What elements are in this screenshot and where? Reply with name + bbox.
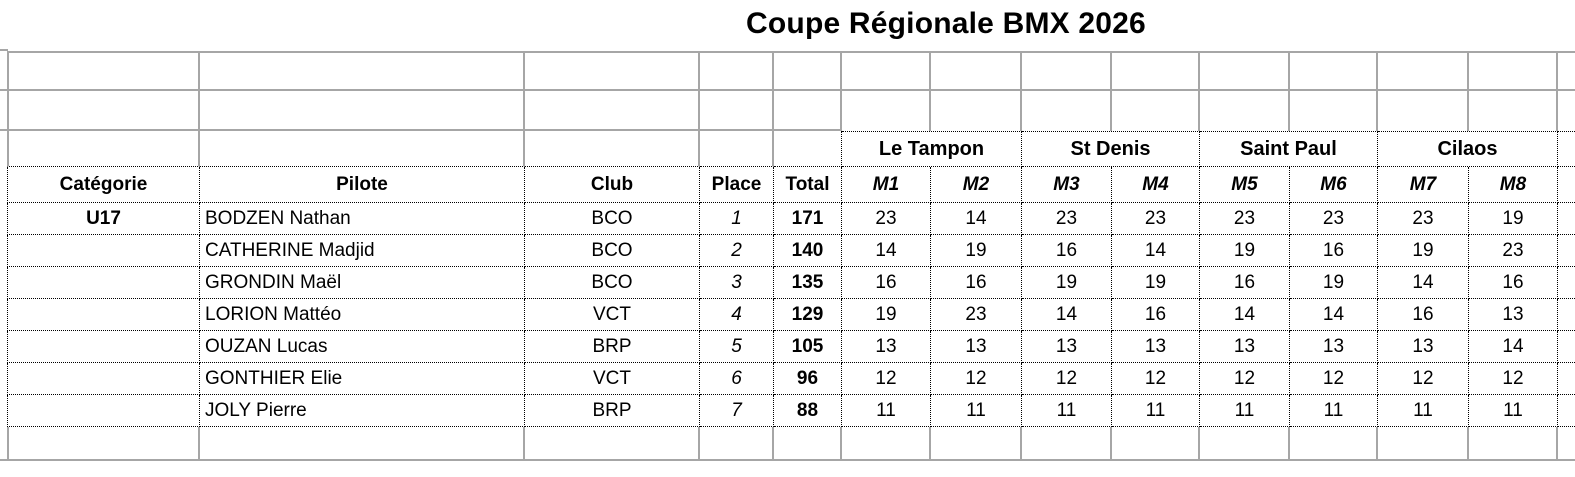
- grid-cell[interactable]: [7, 427, 200, 461]
- cell-manche-m6[interactable]: 11: [1290, 395, 1378, 427]
- cell-manche-m8[interactable]: 12: [1469, 363, 1558, 395]
- grid-cell[interactable]: [200, 51, 525, 91]
- grid-cell[interactable]: [7, 51, 200, 91]
- results-table: [7, 51, 1575, 461]
- grid-cell[interactable]: [525, 91, 700, 131]
- empty-grid-row: [7, 51, 1575, 91]
- table-row: [7, 395, 1575, 427]
- title-band: [0, 0, 1575, 51]
- cell-club[interactable]: VCT: [525, 363, 700, 395]
- cell-pilote[interactable]: BODZEN Nathan: [200, 203, 525, 235]
- col-header-place[interactable]: Place: [700, 167, 774, 203]
- cell-club[interactable]: BCO: [525, 267, 700, 299]
- cell-manche-m5[interactable]: 23: [1200, 203, 1290, 235]
- grid-cell[interactable]: [931, 91, 1022, 131]
- cell-manche-m6[interactable]: 13: [1290, 331, 1378, 363]
- cell-manche-m7[interactable]: 23: [1378, 203, 1469, 235]
- group-header-cilaos[interactable]: Cilaos: [1378, 131, 1558, 167]
- cell-club[interactable]: BCO: [525, 235, 700, 267]
- col-header-total[interactable]: Total: [774, 167, 842, 203]
- page-title: Coupe Régionale BMX 2026: [746, 7, 1146, 40]
- table-row: [7, 331, 1575, 363]
- grid-cell[interactable]: [1112, 51, 1200, 91]
- cell-categorie[interactable]: [7, 235, 200, 267]
- cell-manche-m3[interactable]: 16: [1022, 235, 1112, 267]
- cell-manche-m4[interactable]: 12: [1112, 363, 1200, 395]
- grid-cell[interactable]: [1558, 91, 1575, 131]
- cell-manche-m2[interactable]: 14: [931, 203, 1022, 235]
- grid-cell[interactable]: [700, 91, 774, 131]
- grid-cell[interactable]: [1200, 91, 1290, 131]
- cell-manche-m5[interactable]: 16: [1200, 267, 1290, 299]
- table-row: [7, 299, 1575, 331]
- cell-categorie[interactable]: [7, 363, 200, 395]
- cell-total[interactable]: 171: [774, 203, 842, 235]
- cell-manche-m7[interactable]: 19: [1378, 235, 1469, 267]
- cell-manche-m2[interactable]: 23: [931, 299, 1022, 331]
- col-header-categorie[interactable]: Catégorie: [7, 167, 200, 203]
- cell-place[interactable]: 1: [700, 203, 774, 235]
- cell-manche-m7[interactable]: 16: [1378, 299, 1469, 331]
- grid-cell[interactable]: [1558, 395, 1575, 427]
- cell-manche-m8[interactable]: 19: [1469, 203, 1558, 235]
- table-row: [7, 235, 1575, 267]
- cell-manche-m8[interactable]: 23: [1469, 235, 1558, 267]
- cell-total[interactable]: 129: [774, 299, 842, 331]
- grid-cell[interactable]: [200, 427, 525, 461]
- cell-manche-m1[interactable]: 11: [842, 395, 931, 427]
- grid-cell[interactable]: [774, 91, 842, 131]
- table-row: [7, 267, 1575, 299]
- grid-cell[interactable]: [774, 427, 842, 461]
- grid-cell[interactable]: [931, 427, 1022, 461]
- cell-manche-m8[interactable]: 14: [1469, 331, 1558, 363]
- cell-manche-m3[interactable]: 11: [1022, 395, 1112, 427]
- cell-manche-m4[interactable]: 13: [1112, 331, 1200, 363]
- cell-manche-m6[interactable]: 19: [1290, 267, 1378, 299]
- cell-pilote[interactable]: OUZAN Lucas: [200, 331, 525, 363]
- cell-categorie[interactable]: [7, 267, 200, 299]
- group-header-row: [7, 131, 1575, 167]
- col-header-m2[interactable]: M2: [931, 167, 1022, 203]
- cell-manche-m3[interactable]: 19: [1022, 267, 1112, 299]
- cell-total[interactable]: 140: [774, 235, 842, 267]
- grid-cell[interactable]: [700, 427, 774, 461]
- grid-cell[interactable]: [1558, 299, 1575, 331]
- cell-manche-m8[interactable]: 16: [1469, 267, 1558, 299]
- grid-cell[interactable]: [1112, 427, 1200, 461]
- cell-club[interactable]: BRP: [525, 395, 700, 427]
- cell-manche-m4[interactable]: 11: [1112, 395, 1200, 427]
- cell-manche-m5[interactable]: 11: [1200, 395, 1290, 427]
- cell-total[interactable]: 96: [774, 363, 842, 395]
- cell-manche-m7[interactable]: 11: [1378, 395, 1469, 427]
- empty-grid-row: [7, 91, 1575, 131]
- col-header-m3[interactable]: M3: [1022, 167, 1112, 203]
- cell-manche-m7[interactable]: 14: [1378, 267, 1469, 299]
- cell-place[interactable]: 2: [700, 235, 774, 267]
- col-header-pilote[interactable]: Pilote: [200, 167, 525, 203]
- cell-manche-m2[interactable]: 19: [931, 235, 1022, 267]
- cell-manche-m7[interactable]: 12: [1378, 363, 1469, 395]
- grid-cell[interactable]: [774, 51, 842, 91]
- grid-cell[interactable]: [1290, 91, 1378, 131]
- cell-manche-m3[interactable]: 13: [1022, 331, 1112, 363]
- cell-club[interactable]: BCO: [525, 203, 700, 235]
- grid-cell[interactable]: [1022, 427, 1112, 461]
- cell-manche-m2[interactable]: 11: [931, 395, 1022, 427]
- grid-cell[interactable]: [1022, 91, 1112, 131]
- cell-manche-m6[interactable]: 23: [1290, 203, 1378, 235]
- grid-cell[interactable]: [774, 131, 842, 167]
- grid-cell[interactable]: [7, 91, 200, 131]
- cell-manche-m8[interactable]: 11: [1469, 395, 1558, 427]
- cell-manche-m5[interactable]: 13: [1200, 331, 1290, 363]
- cell-manche-m7[interactable]: 13: [1378, 331, 1469, 363]
- cell-pilote[interactable]: GRONDIN Maël: [200, 267, 525, 299]
- cell-manche-m6[interactable]: 14: [1290, 299, 1378, 331]
- grid-cell[interactable]: [1469, 51, 1558, 91]
- cell-manche-m3[interactable]: 14: [1022, 299, 1112, 331]
- cell-pilote[interactable]: CATHERINE Madjid: [200, 235, 525, 267]
- cell-manche-m6[interactable]: 12: [1290, 363, 1378, 395]
- grid-cell[interactable]: [1200, 427, 1290, 461]
- grid-cell[interactable]: [200, 131, 525, 167]
- grid-cell[interactable]: [525, 131, 700, 167]
- cell-manche-m1[interactable]: 13: [842, 331, 931, 363]
- group-header-saint-paul[interactable]: Saint Paul: [1200, 131, 1378, 167]
- grid-cell[interactable]: [1022, 51, 1112, 91]
- cell-total[interactable]: 135: [774, 267, 842, 299]
- grid-cell[interactable]: [1290, 427, 1378, 461]
- group-header-st-denis[interactable]: St Denis: [1022, 131, 1200, 167]
- grid-cell[interactable]: [700, 131, 774, 167]
- empty-grid-row: [7, 427, 1575, 461]
- grid-cell[interactable]: [1558, 167, 1575, 203]
- col-header-m7[interactable]: M7: [1378, 167, 1469, 203]
- grid-cell[interactable]: [1558, 331, 1575, 363]
- grid-cell[interactable]: [1558, 363, 1575, 395]
- col-header-m5[interactable]: M5: [1200, 167, 1290, 203]
- col-header-m8[interactable]: M8: [1469, 167, 1558, 203]
- grid-cell[interactable]: [1558, 51, 1575, 91]
- col-header-club[interactable]: Club: [525, 167, 700, 203]
- grid-cell[interactable]: [200, 91, 525, 131]
- grid-cell[interactable]: [525, 51, 700, 91]
- cell-total[interactable]: 105: [774, 331, 842, 363]
- grid-cell[interactable]: [931, 51, 1022, 91]
- cell-manche-m4[interactable]: 16: [1112, 299, 1200, 331]
- column-header-row: [7, 167, 1575, 203]
- grid-cell[interactable]: [1558, 427, 1575, 461]
- cell-manche-m2[interactable]: 16: [931, 267, 1022, 299]
- cell-pilote[interactable]: LORION Mattéo: [200, 299, 525, 331]
- grid-cell[interactable]: [842, 91, 931, 131]
- table-row: [7, 203, 1575, 235]
- grid-cell[interactable]: [1290, 51, 1378, 91]
- cell-manche-m1[interactable]: 14: [842, 235, 931, 267]
- grid-cell[interactable]: [7, 131, 200, 167]
- grid-cell[interactable]: [1378, 91, 1469, 131]
- table-row: [7, 363, 1575, 395]
- grid-cell[interactable]: [1378, 427, 1469, 461]
- cell-categorie[interactable]: [7, 395, 200, 427]
- cell-manche-m2[interactable]: 12: [931, 363, 1022, 395]
- grid-cell[interactable]: [1558, 267, 1575, 299]
- cell-manche-m5[interactable]: 19: [1200, 235, 1290, 267]
- grid-cell[interactable]: [525, 427, 700, 461]
- group-header-le-tampon[interactable]: Le Tampon: [842, 131, 1022, 167]
- grid-cell[interactable]: [700, 51, 774, 91]
- cell-place[interactable]: 3: [700, 267, 774, 299]
- grid-cell[interactable]: [1469, 91, 1558, 131]
- grid-cell[interactable]: [1469, 427, 1558, 461]
- cell-categorie[interactable]: U17: [7, 203, 200, 235]
- cell-pilote[interactable]: JOLY Pierre: [200, 395, 525, 427]
- grid-cell[interactable]: [1200, 51, 1290, 91]
- cell-manche-m5[interactable]: 12: [1200, 363, 1290, 395]
- grid-cell[interactable]: [1558, 235, 1575, 267]
- grid-cell[interactable]: [1112, 91, 1200, 131]
- col-header-m6[interactable]: M6: [1290, 167, 1378, 203]
- cell-place[interactable]: 6: [700, 363, 774, 395]
- cell-manche-m2[interactable]: 13: [931, 331, 1022, 363]
- cell-manche-m6[interactable]: 16: [1290, 235, 1378, 267]
- cell-categorie[interactable]: [7, 331, 200, 363]
- cell-club[interactable]: VCT: [525, 299, 700, 331]
- cell-manche-m3[interactable]: 12: [1022, 363, 1112, 395]
- grid-cell[interactable]: [842, 427, 931, 461]
- cell-manche-m8[interactable]: 13: [1469, 299, 1558, 331]
- cell-place[interactable]: 5: [700, 331, 774, 363]
- col-header-m1[interactable]: M1: [842, 167, 931, 203]
- grid-cell[interactable]: [1558, 131, 1575, 167]
- cell-place[interactable]: 4: [700, 299, 774, 331]
- cell-club[interactable]: BRP: [525, 331, 700, 363]
- cell-manche-m3[interactable]: 23: [1022, 203, 1112, 235]
- cell-manche-m4[interactable]: 19: [1112, 267, 1200, 299]
- cell-manche-m1[interactable]: 23: [842, 203, 931, 235]
- cell-manche-m1[interactable]: 16: [842, 267, 931, 299]
- grid-cell[interactable]: [842, 51, 931, 91]
- grid-cell[interactable]: [1378, 51, 1469, 91]
- col-header-m4[interactable]: M4: [1112, 167, 1200, 203]
- cell-pilote[interactable]: GONTHIER Elie: [200, 363, 525, 395]
- cell-manche-m5[interactable]: 14: [1200, 299, 1290, 331]
- cell-manche-m4[interactable]: 23: [1112, 203, 1200, 235]
- cell-categorie[interactable]: [7, 299, 200, 331]
- cell-manche-m4[interactable]: 14: [1112, 235, 1200, 267]
- cell-place[interactable]: 7: [700, 395, 774, 427]
- cell-manche-m1[interactable]: 12: [842, 363, 931, 395]
- cell-total[interactable]: 88: [774, 395, 842, 427]
- grid-cell[interactable]: [1558, 203, 1575, 235]
- cell-manche-m1[interactable]: 19: [842, 299, 931, 331]
